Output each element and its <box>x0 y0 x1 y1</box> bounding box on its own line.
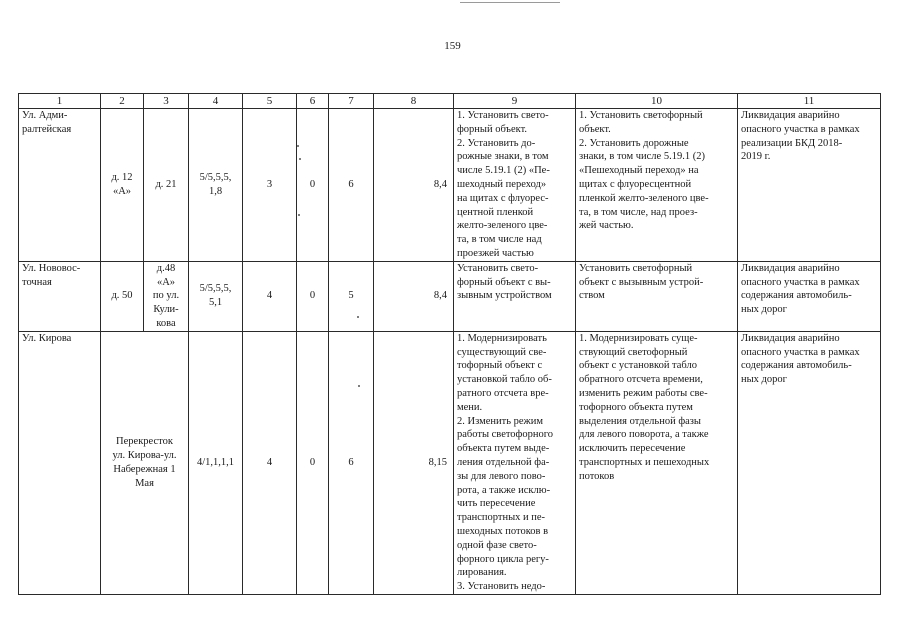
column-header: 3 <box>144 94 189 109</box>
scan-artifact-line <box>460 2 560 3</box>
note-cell: Ликвидация аварийно опасного участка в рамках содержания автомобиль- ных дорог <box>738 261 881 331</box>
column-header: 2 <box>101 94 144 109</box>
column-header: 4 <box>189 94 243 109</box>
note-cell: Ликвидация аварийно опасного участка в рамках реализации БКД 2018- 2019 г. <box>738 109 881 262</box>
value-cell-7: 6 <box>329 331 374 594</box>
table-header-row <box>19 94 881 109</box>
location-from-cell: д. 50 <box>101 261 144 331</box>
value-cell-4: 5/5,5,5, 5,1 <box>189 261 243 331</box>
scan-speck <box>297 145 299 147</box>
location-cell: Перекресток ул. Кирова-ул. Набережная 1 Мая <box>101 331 189 594</box>
proposal-cell: 1. Установить светофорный объект. 2. Установить дорожные знаки, в том числе 5.19.1 (2) «Пешеходный переход» на щитах с флуоресцентной пленкой желто-зеленого цве- та, в том числе, над проез- жей частью. <box>576 109 738 262</box>
scan-speck <box>299 158 301 160</box>
note-cell: Ликвидация аварийно опасного участка в рамках содержания автомобиль- ных дорог <box>738 331 881 594</box>
proposal-cell: Установить светофорный объект с вызывным устрой- ством <box>576 261 738 331</box>
column-header: 6 <box>297 94 329 109</box>
value-cell-8: 8,4 <box>374 261 454 331</box>
location-to-cell: д.48 «А» по ул. Кули- кова <box>144 261 189 331</box>
measures-cell: 1. Модернизировать существующий све- тофорный объект с установкой табло об- ратного отсчета вре- мени. 2. Изменить режим работы светофорного объекта путем выде- ления отдельной фа- зы для левого пово- рота, а также исклю- чить пересечение транспортных и пе- шеходных потоков в одной фазе свето- форного цикла регу- лирования. 3. Установить недо- <box>454 331 576 594</box>
column-header: 7 <box>329 94 374 109</box>
scan-speck <box>357 316 359 318</box>
location-to-cell: д. 21 <box>144 109 189 262</box>
value-cell-4: 4/1,1,1,1 <box>189 331 243 594</box>
value-cell-7: 6 <box>329 109 374 262</box>
street-cell: Ул. Нововос- точная <box>19 261 101 331</box>
scan-speck <box>298 214 300 216</box>
location-from-cell: д. 12 «А» <box>101 109 144 262</box>
data-table <box>18 93 881 595</box>
table-row <box>19 109 881 262</box>
table-row <box>19 331 881 594</box>
value-cell-5: 3 <box>243 109 297 262</box>
measures-cell: 1. Установить свето- форный объект. 2. Установить до- рожные знаки, в том числе 5.19.1 (2) «Пе- шеходный переход» на щитах с флуорес- центной пленкой желто-зеленого цве- та, в том числе над проезжей частью <box>454 109 576 262</box>
page-number: 159 <box>444 40 461 52</box>
scan-speck <box>358 385 360 387</box>
value-cell-5: 4 <box>243 261 297 331</box>
street-cell: Ул. Адми- ралтейская <box>19 109 101 262</box>
value-cell-4: 5/5,5,5, 1,8 <box>189 109 243 262</box>
value-cell-5: 4 <box>243 331 297 594</box>
value-cell-7: 5 <box>329 261 374 331</box>
proposal-cell: 1. Модернизировать суще- ствующий светофорный объект с установкой табло обратного отсчета времени, изменить режим работы све- тофорного объекта путем выделения отдельной фазы для левого поворота, а также исключить пересечение транспортных и пешеходных потоков <box>576 331 738 594</box>
column-header: 8 <box>374 94 454 109</box>
value-cell-8: 8,4 <box>374 109 454 262</box>
column-header: 5 <box>243 94 297 109</box>
table-row <box>19 261 881 331</box>
street-cell: Ул. Кирова <box>19 331 101 594</box>
column-header: 1 <box>19 94 101 109</box>
value-cell-8: 8,15 <box>374 331 454 594</box>
column-header: 11 <box>738 94 881 109</box>
column-header: 9 <box>454 94 576 109</box>
value-cell-6: 0 <box>297 331 329 594</box>
measures-cell: Установить свето- форный объект с вы- зывным устройством <box>454 261 576 331</box>
value-cell-6: 0 <box>297 261 329 331</box>
value-cell-6: 0 <box>297 109 329 262</box>
column-header: 10 <box>576 94 738 109</box>
